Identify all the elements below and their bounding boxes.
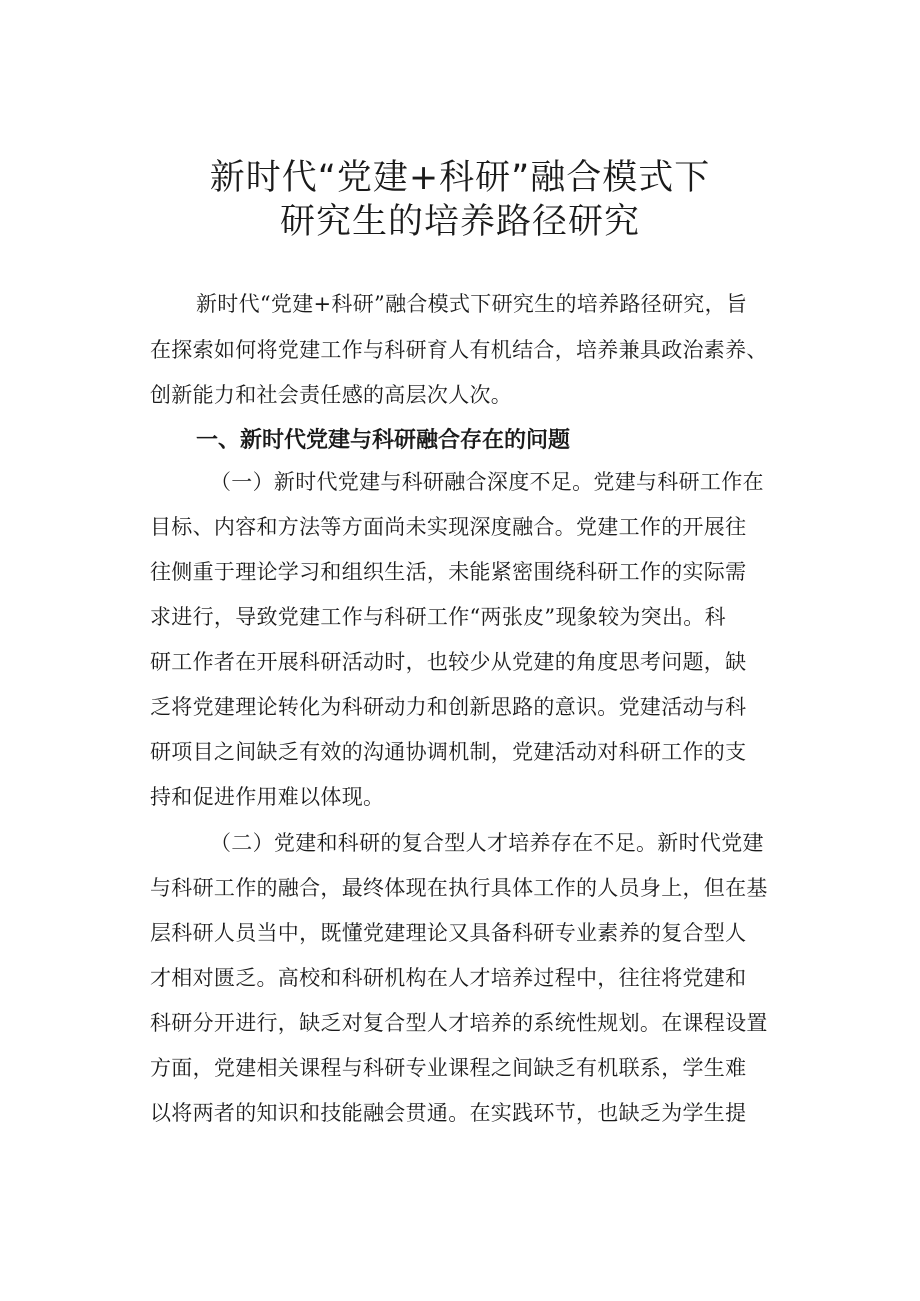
paragraph-line: 层科研人员当中，既懂党建理论又具备科研专业素养的复合型人 [150,921,747,945]
document-title-line-1: 新时代“党建+科研”融合模式下 [209,158,711,198]
paragraph-line: 目标、内容和方法等方面尚未实现深度融合。党建工作的开展往 [150,515,747,539]
paragraph-line: 研工作者在开展科研活动时，也较少从党建的角度思考问题，缺 [150,650,747,674]
paragraph-line: （一）新时代党建与科研融合深度不足。党建与科研工作在 [210,470,764,494]
paragraph-line: 方面，党建相关课程与科研专业课程之间缺乏有机联系，学生难 [150,1056,747,1080]
paragraph-line: 研项目之间缺乏有效的沟通协调机制，党建活动对科研工作的支 [150,740,747,764]
intro-line: 新时代“党建+科研”融合模式下研究生的培养路径研究，旨 [196,292,748,316]
section-heading: 一、新时代党建与科研融合存在的问题 [196,428,571,453]
paragraph-line: 往侧重于理论学习和组织生活，未能紧密围绕科研工作的实际需 [150,560,747,584]
paragraph-line: （二）党建和科研的复合型人才培养存在不足。新时代党建 [210,831,764,855]
paragraph-line: 乏将党建理论转化为科研动力和创新思路的意识。党建活动与科 [150,695,747,719]
paragraph-line: 持和促进作用难以体现。 [150,785,385,809]
paragraph-line: 以将两者的知识和技能融会贯通。在实践环节，也缺乏为学生提 [150,1101,747,1125]
intro-line: 在探索如何将党建工作与科研育人有机结合，培养兼具政治素养、 [150,338,768,362]
paragraph-line: 才相对匮乏。高校和科研机构在人才培养过程中，往往将党建和 [150,966,747,990]
paragraph-line: 科研分开进行，缺乏对复合型人才培养的系统性规划。在课程设置 [150,1011,768,1035]
intro-line: 创新能力和社会责任感的高层次人次。 [150,383,513,407]
paragraph-line: 求进行，导致党建工作与科研工作“两张皮”现象较为突出。科 [150,605,726,629]
paragraph-line: 与科研工作的融合，最终体现在执行具体工作的人员身上，但在基 [150,876,768,900]
document-title-line-2: 研究生的培养路径研究 [279,202,640,242]
